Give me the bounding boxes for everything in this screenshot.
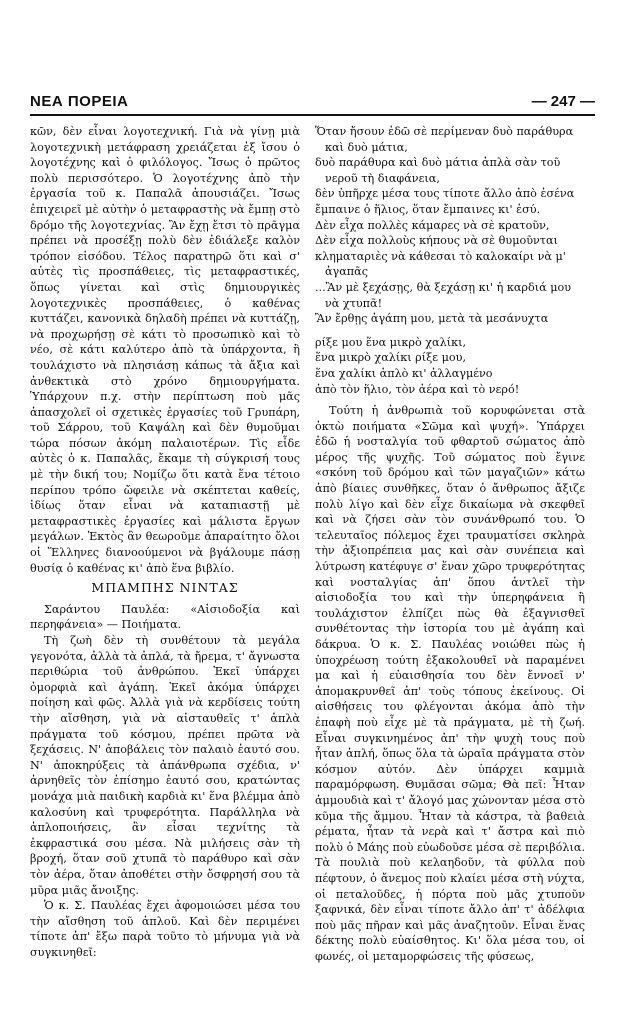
poem-line: ἕνα μικρὸ χαλίκι ρίξε μου, (315, 351, 467, 365)
running-header (30, 86, 595, 116)
review-paragraph-3: Τούτη ἡ ἀνθρωπιὰ τοῦ κορυφώνεται στὰ ὀκτὼ ποιήματα «Σῶμα καὶ ψυχή». Ὑπάρχει ἐδῶ ἡ νοσταλγία τοῦ φθαρτοῦ σώματος ἀπὸ μέρος τῆς ψυχῆς. Τοῦ σώματος ποὺ ἔγινε «σκόνη τοῦ δρόμου καὶ τῶν μαγαζιῶν» κάτω ἀπὸ βίαιες συνθῆκες, ὅταν ὁ ἄνθρωπος ἄξιζε πολὺ λίγο καὶ δὲν εἶχε δικαίωμα νὰ σκεφθεῖ καὶ νὰ ζήσει σὰν τὸν συνάνθρωπό του. Ὁ τελευταῖος πόλεμος ἔχει τραυματίσει σκληρὰ τὴν ἀξιοπρέπεια μας καὶ σὰν συνέπεια καὶ λύτρωση κατέφυγε σ' ἕναν χῶρο τρυφερότητας καὶ νοσταλγίας ἀπ' ὅπου ἀντλεῖ τὴν αἰσιοδοξία του καὶ τὴν ὑπερηφάνεια ἢ τουλάχιστον ἐλπίζει πὼς θὰ ἐξαγνισθεῖ συνθέτοντας τὴν ἱστορία του μὲ ἀγάπη καὶ δάκρυα. Ὁ κ. Σ. Παυλέας νοιώθει πὼς ἡ ὑποχρέωση τούτη ἐξακολουθεῖ νὰ παραμένει μα καὶ ἡ εὐαισθησία του δὲν ἔννοεῖ ν' ἀπομακρυνθεῖ ἀπ' τοὺς τόπους ἐκείνους. Οἱ αἰσθήσεις του φλέγονται ἀκόμα ἀπὸ τὴν ἐπαφὴ ποὺ εἶχε μὲ τὰ πράγματα, μὲ τὴ ζωή. Εἶναι συγκινημένος ἀπ' τὴν ψυχὴ τους ποὺ ἦταν ἁπλή, ὅπως ὅλα τὰ ὡραῖα πράγματα στὸν κόσμον αὐτόν. Δὲν ὑπάρχει καμμιὰ παραμόρφωση. Θυμᾶσαι σῶμα; Θὰ πεῖ: Ἦταν ἀμμουδιὰ καὶ τ' ἄλογό μας χώνονταν μέσα στὸ κῦμα τῆς ἄμμου. Ἦταν τὰ κάστρα, τὰ βαθειὰ ρέματα, ἦταν τὰ νερὰ καὶ τ' ἄστρα καὶ πιὸ πολὺ ὁ Μάης ποὺ εὐωδοῦσε μέσα σὲ περιβόλια. Τὰ πουλιὰ ποὺ κελαηδοῦν, τὰ φύλλα ποὺ πέφτουν, ὁ ἄνεμος ποὺ κλαίει μέσα στὴ νύχτα, οἱ πεταλοῦδες, ἡ πόρτα ποὺ μᾶς χτυποῦν ξαφνικά, δὲν εἶναι τίποτε ἄλλο ἀπ' τ' ἀδέλφια ποὺ μᾶς πῆραν καὶ μᾶς ἀναζητοῦν. Εἶναι ἕνας δέκτης πολὺ εὐαίσθητος. Κι' ὅλα μέσα του, οἱ φωνές, οἱ μεταμορφώσεις τῆς φύσεως, (315, 404, 585, 963)
author-signature: ΜΠΑΜΠΗΣ ΝΙΝΤΑΣ (91, 580, 239, 596)
review-heading: Σαράντου Παυλέα: «Αἰσιοδοξία καὶ περηφάνεια» — Ποιήματα. (30, 602, 300, 632)
poem-line: Δὲν εἶχα πολλὲς κάμαρες νὰ σὲ κρατοῦν, (315, 218, 550, 232)
left-column (30, 124, 300, 960)
review-paragraph-2: Ὁ κ. Σ. Παυλέας ἔχει ἀφομοιώσει μέσα του τὴν αἴσθηση τοῦ ἁπλοῦ. Καὶ δὲν περιμένει τίποτε ἀπ' ἔξω παρὰ τοῦτο τὸ μήνυμα γιὰ νὰ συγκινηθεῖ: (30, 899, 300, 959)
poem-line: Δὲν εἶχα πολλοὺς κήπους νὰ σὲ θυμοῦνται (315, 234, 558, 248)
poem-line: ἀπὸ τὸν ἥλιο, τὸν ἀέρα καὶ τὸ νερό! (315, 382, 520, 396)
poem-line: ...Ἂν μὲ ξεχάσῃς, θὰ ξεχάσῃ κι' ἡ καρδιά μου νὰ χτυπᾶ! (315, 280, 572, 310)
journal-title: ΝΕΑ ΠΟΡΕΙΑ (30, 93, 129, 110)
poem-line: δυὸ παράθυρα καὶ δυὸ μάτια ἁπλὰ σὰν τοῦ νεροῦ τὴ διαφάνεια, (315, 156, 561, 185)
poem-line: ἕνα χαλίκι ἁπλὸ κι' ἀλλαγμένο (315, 366, 493, 380)
poem-line: ρίξε μου ἕνα μικρὸ χαλίκι, (315, 335, 467, 349)
poem-line: Ἂν ἔρθῃς ἀγάπη μου, μετὰ τὰ μεσάνυχτα (315, 312, 549, 326)
poem-excerpt (315, 124, 585, 397)
right-column (315, 124, 585, 964)
paragraph-continued: κῶν, δὲν εἶναι λογοτεχνική. Γιὰ νὰ γίνῃ μιὰ λογοτεχνικὴ μετάφραση χρειάζεται ἐξ ἴσου ὁ λογοτέχνης καὶ ὁ φιλόλογος. Ἴσως ὁ πρῶτος πολὺ περισσότερο. Ὁ λογοτέχνης ἀπὸ τὴν ἐργασία τοῦ κ. Παπαλᾶ ἀπουσιάζει. Ἴσως ἐπιχειρεῖ μὲ αὐτὴν ὁ μεταφραστὴς νὰ ἔμπῃ στὸ δρόμο τῆς λογοτεχνίας. Ἂν ἔχῃ ἔτσι τὸ πρᾶγμα πρέπει νὰ προσέξῃ πολὺ δὲν ἐδιάλεξε καλὸν τρόπον εἰσόδου. Τέλος παρατηρῶ ὅτι καὶ σ' αὐτὲς τὶς προσπάθειες, τὶς μεταφραστικές, ὅπως γίνεται καὶ στὶς δημιουργικὲς λογοτεχνικὲς προσπάθειες, ὁ καθένας κυττάζει, κανονικὰ δηλαδὴ πρέπει νὰ κυττάζῃ, νὰ προχωρήσῃ σὲ κάτι τὸ προσωπικὸ καὶ τὸ νέο, σὲ κάτι καλύτερο ἀπὸ τὰ ὑπάρχοντα, ἢ τουλάχιστο νὰ πλησιάσῃ κάπως τὰ ἄξια καὶ ἀνθεκτικὰ στὸ χρόνο δημιουργήματα. Ὑπάρχουν π.χ. στὴν περίπτωση ποὺ μᾶς ἀπασχολεῖ οἱ σχετικὲς ἐργασίες τοῦ Γρυπάρη, τοῦ Σάρρου, τοῦ Καψάλη καὶ δὲν θυμοῦμαι τώρα πόσων ἀκόμη παλαιοτέρων. Τὶς εἶδε αὐτὲς ὁ κ. Παπαλᾶς, ἔκαμε τὴ σύγκρισή τους μὲ τὴν δική του; Νομίζω ὅτι κατὰ ἕνα τέτοιο περίπου τρόπο ὤφειλε νὰ σκέπτεται καθείς, ἰδίως ὅταν εἶναι νὰ καταπιαστῇ μὲ μεταφραστικὲς ἐργασίες καὶ μάλιστα ἔργων μεγάλων. Ἐκτὸς ἂν θεωροῦμε ἀπαραίτητο ὅλοι οἱ Ἕλληνες διανοούμενοι νὰ βγάλουμε πάσῃ θυσίᾳ ὁ καθένας κι' ἀπὸ ἕνα βιβλίο. (30, 125, 300, 575)
review-paragraph-1: Τὴ ζωὴ δὲν τὴ συνθέτουν τὰ μεγάλα γεγονότα, ἀλλὰ τὰ ἁπλά, τὰ ἤρεμα, τ' ἄγνωστα περιθώρια τοῦ ἀνθρώπου. Ἐκεῖ ὑπάρχει ὀμορφιὰ καὶ ἀγάπη. Ἐκεῖ ἀκόμα ὑπάρχει ποίηση καὶ φῶς. Ἀλλὰ γιὰ νὰ κερδίσεις τούτη τὴν αἴσθηση, γιὰ νὰ αἰσταυθεῖς τ' ἁπλὰ πράγματα τοῦ κόσμου, πρέπει πρῶτα νὰ ξεχάσεις. Ν' ἀποβάλεις τὸν παλαιὸ ἑαυτό σου. Ν' ἀποκηρύξεις τὰ ἀπάνθρωπα σχέδια, ν' ἀρνηθεῖς τὸν ἐπίσημο ἑαυτό σου, κρατώντας μονάχα μιὰ παιδικὴ καρδιὰ κι' ἕνα βλέμμα ἀπὸ καλοσύνη καὶ τρυφερότητα. Παράλληλα νὰ ἁπλοποιήσεις, ἂν εἶσαι τεχνίτης τὰ ἐκφραστικά σου μέσα. Νὰ μιλήσεις σὰν τὴ βροχή, ὅταν σοῦ χτυπᾶ τὸ παράθυρο καὶ σὰν τὸν ἀέρα, ὅταν ἀποθέτει στὴν ὄσφρησή σου τὰ μῦρα μιᾶς ἄνοιξης. (30, 634, 300, 897)
poem-line: ἔμπαινε ὁ ἥλιος, ὅταν ἔμπαινες κι' ἐσύ. (315, 202, 541, 216)
poem-line: Ὅταν ἤσουν ἐδῶ σὲ περίμεναν δυὸ παράθυρα καὶ δυὸ μάτια, (315, 125, 574, 154)
poem-line: κληματαριὲς νὰ κάθεσαι τὸ καλοκαίρι νὰ μ' ἀγαπᾶς (315, 249, 566, 279)
stanza-gap (315, 327, 585, 335)
page-number: — 247 — (531, 93, 595, 110)
poem-line: δὲν ὑπῆρχε μέσα τους τίποτε ἄλλο ἀπὸ ἐσένα (315, 187, 575, 201)
